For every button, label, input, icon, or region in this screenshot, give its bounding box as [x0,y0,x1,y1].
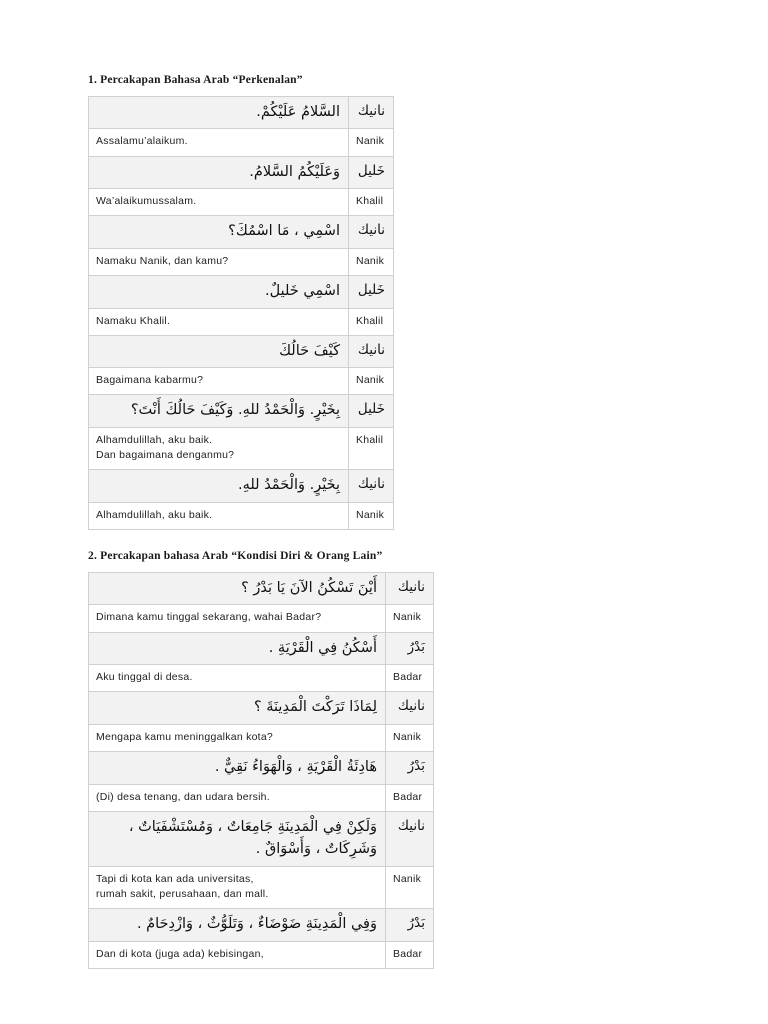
translation-speaker-name: Badar [386,784,434,811]
translation-line-part: Aku tinggal di desa. [96,671,193,684]
translation-line [89,866,386,908]
arabic-speaker-name: خَليل [349,156,394,188]
arabic-speaker-name: خَليل [349,395,394,427]
translation-line-part: (Di) desa tenang, dan udara bersih. [96,790,270,803]
section-2-title: 2. Percakapan bahasa Arab “Kondisi Diri & Orang Lain” [88,550,383,562]
arabic-speaker-name: نانيك [349,216,394,248]
table-row [89,784,434,811]
arabic-speaker-name: نانيك [386,811,434,866]
arabic-line: أَسْكُنُ فِي الْقَرْيَةِ . [89,632,386,664]
translation-speaker-name: Nanik [386,605,434,632]
table-row [89,189,394,216]
arabic-line: وَعَلَيْكُمُ السَّلامُ. [89,156,349,188]
arabic-speaker-name: نانيك [386,573,434,605]
translation-speaker-name: Badar [386,941,434,968]
table-row [89,308,394,335]
section-1-title: 1. Percakapan Bahasa Arab “Perkenalan” [88,74,303,86]
translation-speaker-name: Khalil [349,308,394,335]
table-row [89,470,394,502]
arabic-line: هَادِئَةُ الْقَرْيَةِ ، وَالْهَوَاءُ نَقِيٌّ . [89,752,386,784]
translation-line [89,941,386,968]
translation-line [89,784,386,811]
conversation-table-1-body [89,97,394,530]
translation-line-part: Dimana kamu tinggal sekarang, wahai Badar? [96,611,322,624]
translation-line [89,605,386,632]
arabic-line: أَيْنَ تَسْكُنُ الآنَ يَا بَدْرُ ؟ [89,573,386,605]
conversation-table-1 [88,96,394,530]
table-row [89,502,394,529]
arabic-line: بِخَيْرٍ. وَالْحَمْدُ للهِ. [89,470,349,502]
translation-line [89,308,349,335]
translation-line-part: Dan bagaimana denganmu? [96,449,235,462]
arabic-speaker-name: بَدْرُ [386,909,434,941]
translation-line [89,189,349,216]
translation-line [89,427,349,469]
translation-line-part: Mengapa kamu meninggalkan kota? [96,730,274,743]
translation-speaker-name: Nanik [349,502,394,529]
table-row [89,368,394,395]
conversation-section-1 [88,74,394,530]
translation-line-part: Bagaimana kabarmu? [96,374,204,387]
conversation-table-2-body [89,573,434,969]
translation-speaker-name: Nanik [349,248,394,275]
translation-line [89,368,349,395]
table-row [89,216,394,248]
table-row [89,248,394,275]
arabic-speaker-name: بَدْرُ [386,632,434,664]
table-row [89,605,434,632]
arabic-speaker-name: نانيك [349,97,394,129]
conversation-section-2 [88,550,434,969]
translation-line-part: Wa’alaikumussalam. [96,195,197,208]
arabic-line: كَيْفَ حَالُكَ [89,335,349,367]
table-row [89,941,434,968]
translation-line-part: Alhamdulillah, aku baik. [96,433,213,446]
translation-speaker-name: Nanik [386,866,434,908]
translation-speaker-name: Nanik [386,724,434,751]
arabic-speaker-name: نانيك [386,692,434,724]
translation-line [89,665,386,692]
translation-line [89,502,349,529]
translation-line-part: Tapi di kota kan ada universitas, [96,872,254,885]
arabic-speaker-name: خَليل [349,276,394,308]
translation-line-part: rumah sakit, perusahaan, dan mall. [96,887,269,900]
arabic-speaker-name: بَدْرُ [386,752,434,784]
arabic-line: وَفِي الْمَدِينَةِ ضَوْضَاءٌ ، وَتَلَوُّثٌ ، وَازْدِحَامٌ . [89,909,386,941]
table-row [89,866,434,908]
table-row [89,276,394,308]
table-row [89,811,434,866]
table-row [89,335,394,367]
table-row [89,752,434,784]
translation-line [89,724,386,751]
table-row [89,97,394,129]
translation-line-part: Namaku Nanik, dan kamu? [96,254,229,267]
translation-line-part: Alhamdulillah, aku baik. [96,508,213,521]
translation-line-part: Namaku Khalil. [96,314,171,327]
table-row [89,156,394,188]
translation-line [89,248,349,275]
translation-speaker-name: Badar [386,665,434,692]
arabic-speaker-name: نانيك [349,335,394,367]
table-row [89,129,394,156]
table-row [89,665,434,692]
arabic-line: وَلَكِنْ فِي الْمَدِينَةِ جَامِعَاتٌ ، وَمُسْتَشْفَيَاتٌ ، وَشَرِكَاتٌ ، وَأَسْوَاقٌ . [89,811,386,866]
arabic-line: لِمَاذَا تَرَكْتَ الْمَدِينَةَ ؟ [89,692,386,724]
table-row [89,909,434,941]
table-row [89,724,434,751]
arabic-line: السَّلامُ عَلَيْكُمْ. [89,97,349,129]
translation-speaker-name: Khalil [349,427,394,469]
arabic-line: بِخَيْرٍ. وَالْحَمْدُ للهِ. وَكَيْفَ حَالُكَ أَنْتَ؟ [89,395,349,427]
translation-line-part: Assalamu’alaikum. [96,135,188,148]
translation-line [89,129,349,156]
table-row [89,632,434,664]
translation-speaker-name: Nanik [349,368,394,395]
table-row [89,427,394,469]
table-row [89,395,394,427]
translation-speaker-name: Khalil [349,189,394,216]
table-row [89,573,434,605]
arabic-line: اسْمِي خَليلٌ. [89,276,349,308]
translation-speaker-name: Nanik [349,129,394,156]
arabic-line: اسْمِي ، مَا اسْمُكَ؟ [89,216,349,248]
translation-line-part: Dan di kota (juga ada) kebisingan, [96,947,264,960]
conversation-table-2 [88,572,434,969]
arabic-speaker-name: نانيك [349,470,394,502]
table-row [89,692,434,724]
